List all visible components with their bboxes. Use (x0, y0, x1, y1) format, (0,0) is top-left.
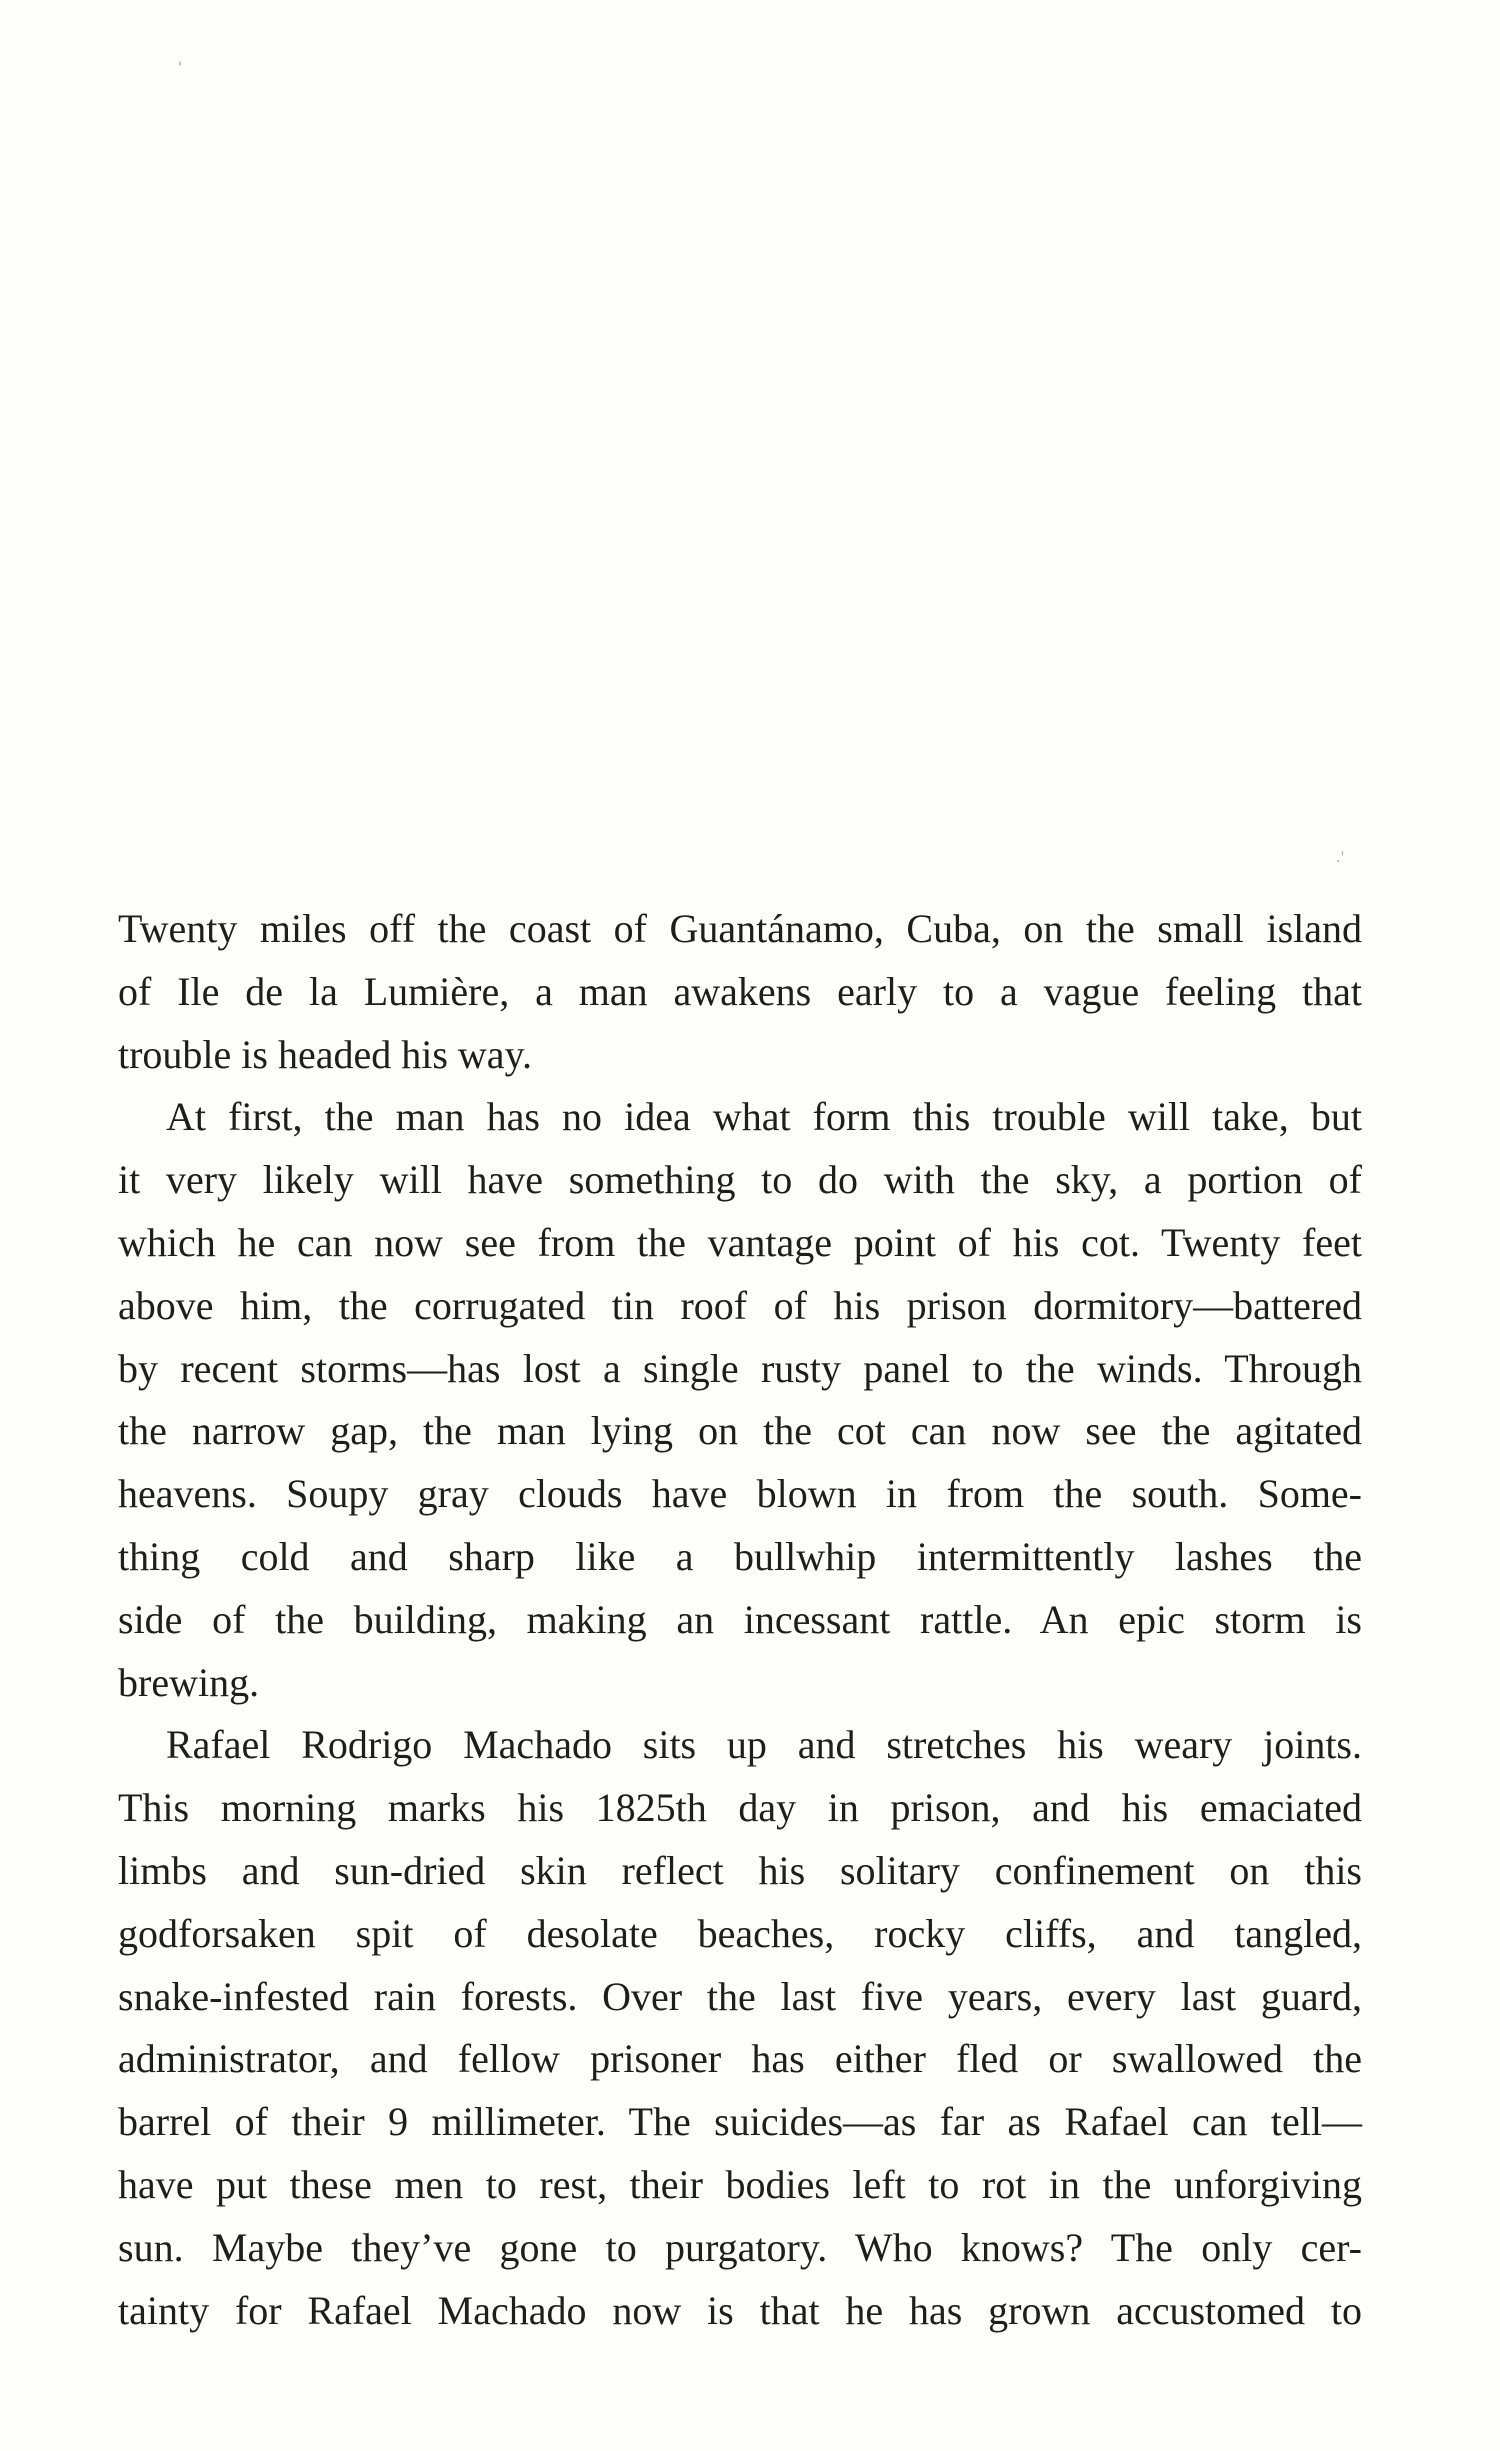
text-line: above him, the corrugated tin roof of his prison dormitory—battered (118, 1282, 1362, 1328)
text-line: Twenty miles off the coast of Guantánamo, Cuba, on the small island (118, 906, 1362, 951)
text-line: it very likely will have something to do with the sky, a portion of (118, 1157, 1362, 1203)
text-line: tainty for Rafael Machado now is that he has grown accustomed to (118, 2287, 1362, 2333)
text-line: trouble is headed his way. (118, 1031, 532, 1077)
text-line: This morning marks his 1825th day in prison, and his emaciated (118, 1785, 1362, 1831)
text-line: sun. Maybe they’ve gone to purgatory. Who knows? The only cer- (118, 2224, 1362, 2270)
text-line: by recent storms—has lost a single rusty panel to the winds. Through (118, 1345, 1362, 1391)
scan-speck: ' (178, 60, 182, 76)
text-line: At first, the man has no idea what form this trouble will take, but (166, 1094, 1362, 1140)
text-line: side of the building, making an incessant rattle. An epic storm is (118, 1596, 1362, 1642)
text-line: the narrow gap, the man lying on the cot can now see the agitated (118, 1408, 1362, 1454)
text-line: heavens. Soupy gray clouds have blown in from the south. Some- (118, 1471, 1362, 1517)
text-line: snake-infested rain forests. Over the last five years, every last guard, (118, 1973, 1362, 2019)
text-line: administrator, and fellow prisoner has either fled or swallowed the (118, 2036, 1362, 2082)
text-line: brewing. (118, 1659, 260, 1705)
scan-speck: .' (1336, 850, 1345, 866)
body-text (118, 898, 1362, 2342)
text-line: godforsaken spit of desolate beaches, rocky cliffs, and tangled, (118, 1910, 1362, 1956)
text-line: barrel of their 9 millimeter. The suicides—as far as Rafael can tell— (118, 2099, 1362, 2145)
text-line: have put these men to rest, their bodies left to rot in the unforgiving (118, 2161, 1362, 2207)
text-line: Rafael Rodrigo Machado sits up and stretches his weary joints. (166, 1722, 1362, 1768)
text-line: which he can now see from the vantage point of his cot. Twenty feet (118, 1219, 1362, 1265)
text-line: thing cold and sharp like a bullwhip intermittently lashes the (118, 1533, 1362, 1579)
text-line: of Ile de la Lumière, a man awakens early to a vague feeling that (118, 968, 1362, 1014)
text-line: limbs and sun-dried skin reflect his solitary confinement on this (118, 1847, 1362, 1893)
